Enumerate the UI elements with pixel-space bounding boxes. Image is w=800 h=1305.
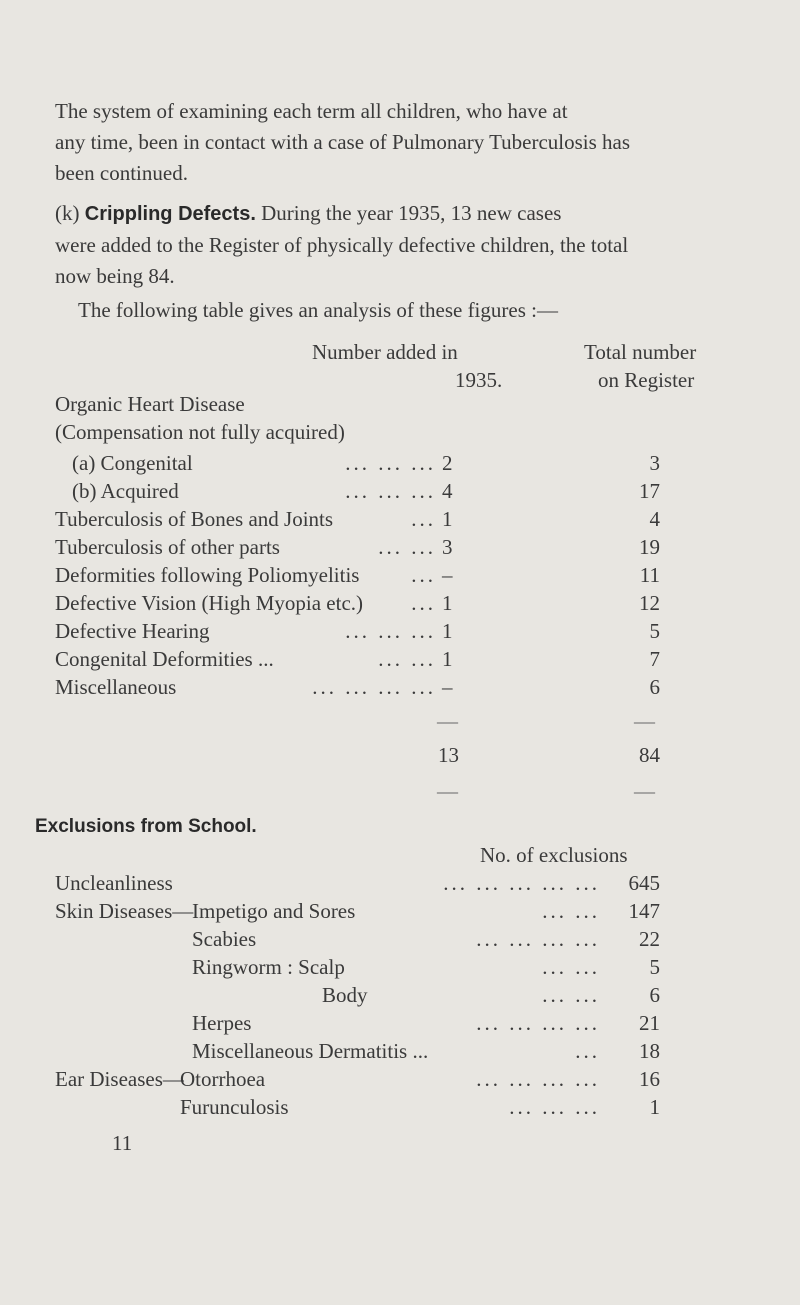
exclusion-row-label: Furunculosis — [180, 1095, 289, 1119]
crippling-row-added: 1 — [442, 647, 453, 671]
crippling-row-dots: ... ... ... — [345, 479, 436, 503]
exclusion-row-dots: ... ... ... ... — [476, 927, 600, 951]
exclusion-row-dots: ... ... — [542, 955, 600, 979]
exclusion-row-prefix: Uncleanliness — [55, 871, 173, 895]
crippling-row-dots: ... — [411, 507, 436, 531]
crippling-row-total: 17 — [639, 479, 660, 503]
exclusion-row-label: Body — [322, 983, 368, 1007]
exclusion-row-prefix: Ear Diseases— — [55, 1067, 184, 1091]
exclusion-row-dots: ... ... ... ... ... — [443, 871, 600, 895]
crippling-row-added: 1 — [442, 591, 453, 615]
crippling-row-total: 4 — [649, 507, 660, 531]
exclusion-row-value: 22 — [639, 927, 660, 951]
crippling-row-added: 4 — [442, 479, 453, 503]
crippling-row-total: 5 — [649, 619, 660, 643]
exclusion-row-label: Otorrhoea — [180, 1067, 266, 1091]
total-rule-bottom: — — [634, 779, 655, 803]
crippling-row-added: 1 — [442, 507, 453, 531]
exclusion-row-label: Impetigo and Sores — [192, 899, 356, 923]
crippling-row-added: 1 — [442, 619, 453, 643]
crippling-row-total: 7 — [649, 647, 660, 671]
exclusion-row-label: Miscellaneous Dermatitis ... — [192, 1039, 429, 1063]
crippling-row-label: (b) Acquired — [72, 479, 179, 503]
exclusion-row-value: 16 — [639, 1067, 660, 1091]
sum-total: 84 — [639, 743, 660, 767]
crippling-row-dots: ... — [411, 563, 436, 587]
exclusions-col-header: No. of exclusions — [480, 843, 628, 867]
crippling-line-3: now being 84. — [55, 264, 175, 288]
crippling-row-dots: ... ... ... ... — [312, 675, 436, 699]
crippling-row-label: Tuberculosis of Bones and Joints — [55, 507, 334, 531]
section-marker: (k) — [55, 201, 80, 225]
col-total-header-line-2: on Register — [598, 368, 695, 392]
crippling-paragraph — [55, 198, 755, 292]
col-added-header-line-2: 1935. — [455, 368, 503, 392]
intro-paragraph — [55, 96, 755, 189]
crippling-row-label: Tuberculosis of other parts — [55, 535, 280, 559]
crippling-row-total: 11 — [639, 563, 660, 587]
crippling-row-dots: ... ... — [378, 535, 436, 559]
crippling-row-total: 12 — [639, 591, 660, 615]
exclusion-row-dots: ... ... ... ... — [476, 1067, 600, 1091]
crippling-row-label: Defective Vision (High Myopia etc.) — [55, 591, 364, 615]
crippling-line-1-text: During the year 1935, 13 new cases — [261, 201, 562, 225]
crippling-row-added: 2 — [442, 451, 453, 475]
crippling-row-label: Miscellaneous — [55, 675, 177, 699]
intro-line-2: any time, been in contact with a case of Pulmonary Tuberculosis has — [55, 130, 631, 154]
crippling-line-1 — [55, 198, 755, 230]
exclusions-heading: Exclusions from School. — [35, 816, 257, 837]
crippling-row-label: Congenital Deformities ... — [55, 647, 274, 671]
exclusion-row-value: 645 — [628, 871, 660, 895]
group-label-line-2: (Compensation not fully acquired) — [55, 420, 345, 444]
col-total-header-line-1: Total number — [584, 340, 697, 364]
crippling-row-total: 6 — [649, 675, 660, 699]
exclusion-row-value: 5 — [649, 955, 660, 979]
crippling-row-total: 19 — [639, 535, 660, 559]
total-rule-top: — — [634, 709, 655, 733]
exclusion-row-value: 147 — [628, 899, 660, 923]
crippling-row-label: Defective Hearing — [55, 619, 210, 643]
crippling-row-added: – — [442, 675, 453, 699]
exclusion-row-value: 18 — [639, 1039, 660, 1063]
crippling-heading: Crippling Defects. — [84, 203, 256, 225]
page-number: 11 — [112, 1131, 133, 1155]
crippling-line-2: were added to the Register of physically defective children, the total — [55, 233, 629, 257]
crippling-row-dots: ... ... ... — [345, 619, 436, 643]
exclusion-row-value: 1 — [649, 1095, 660, 1119]
exclusion-row-dots: ... ... ... — [509, 1095, 600, 1119]
crippling-row-dots: ... — [411, 591, 436, 615]
crippling-row-label: Deformities following Poliomyelitis — [55, 563, 360, 587]
exclusion-row-value: 6 — [649, 983, 660, 1007]
exclusion-row-dots: ... ... — [542, 983, 600, 1007]
crippling-row-added: 3 — [442, 535, 453, 559]
exclusion-row-value: 21 — [639, 1011, 660, 1035]
sum-added: 13 — [438, 743, 459, 767]
exclusion-row-dots: ... ... — [542, 899, 600, 923]
crippling-row-dots: ... ... ... — [345, 451, 436, 475]
added-rule-top: — — [437, 709, 458, 733]
exclusion-row-label: Herpes — [192, 1011, 252, 1035]
exclusion-row-prefix: Skin Diseases— — [55, 899, 194, 923]
intro-line-1: The system of examining each term all children, who have at — [55, 99, 568, 123]
crippling-row-label: (a) Congenital — [72, 451, 193, 475]
crippling-row-total: 3 — [649, 451, 660, 475]
col-added-header-line-1: Number added in — [312, 340, 458, 364]
exclusion-row-label: Ringworm : Scalp — [192, 955, 345, 979]
exclusion-row-dots: ... — [575, 1039, 600, 1063]
added-rule-bottom: — — [437, 779, 458, 803]
exclusion-row-label: Scabies — [192, 927, 257, 951]
crippling-row-dots: ... ... — [378, 647, 436, 671]
group-label-line-1: Organic Heart Disease — [55, 392, 245, 416]
intro-line-3: been continued. — [55, 161, 188, 185]
exclusion-row-dots: ... ... ... ... — [476, 1011, 600, 1035]
table-intro: The following table gives an analysis of these figures :— — [78, 298, 558, 322]
crippling-row-added: – — [442, 563, 453, 587]
